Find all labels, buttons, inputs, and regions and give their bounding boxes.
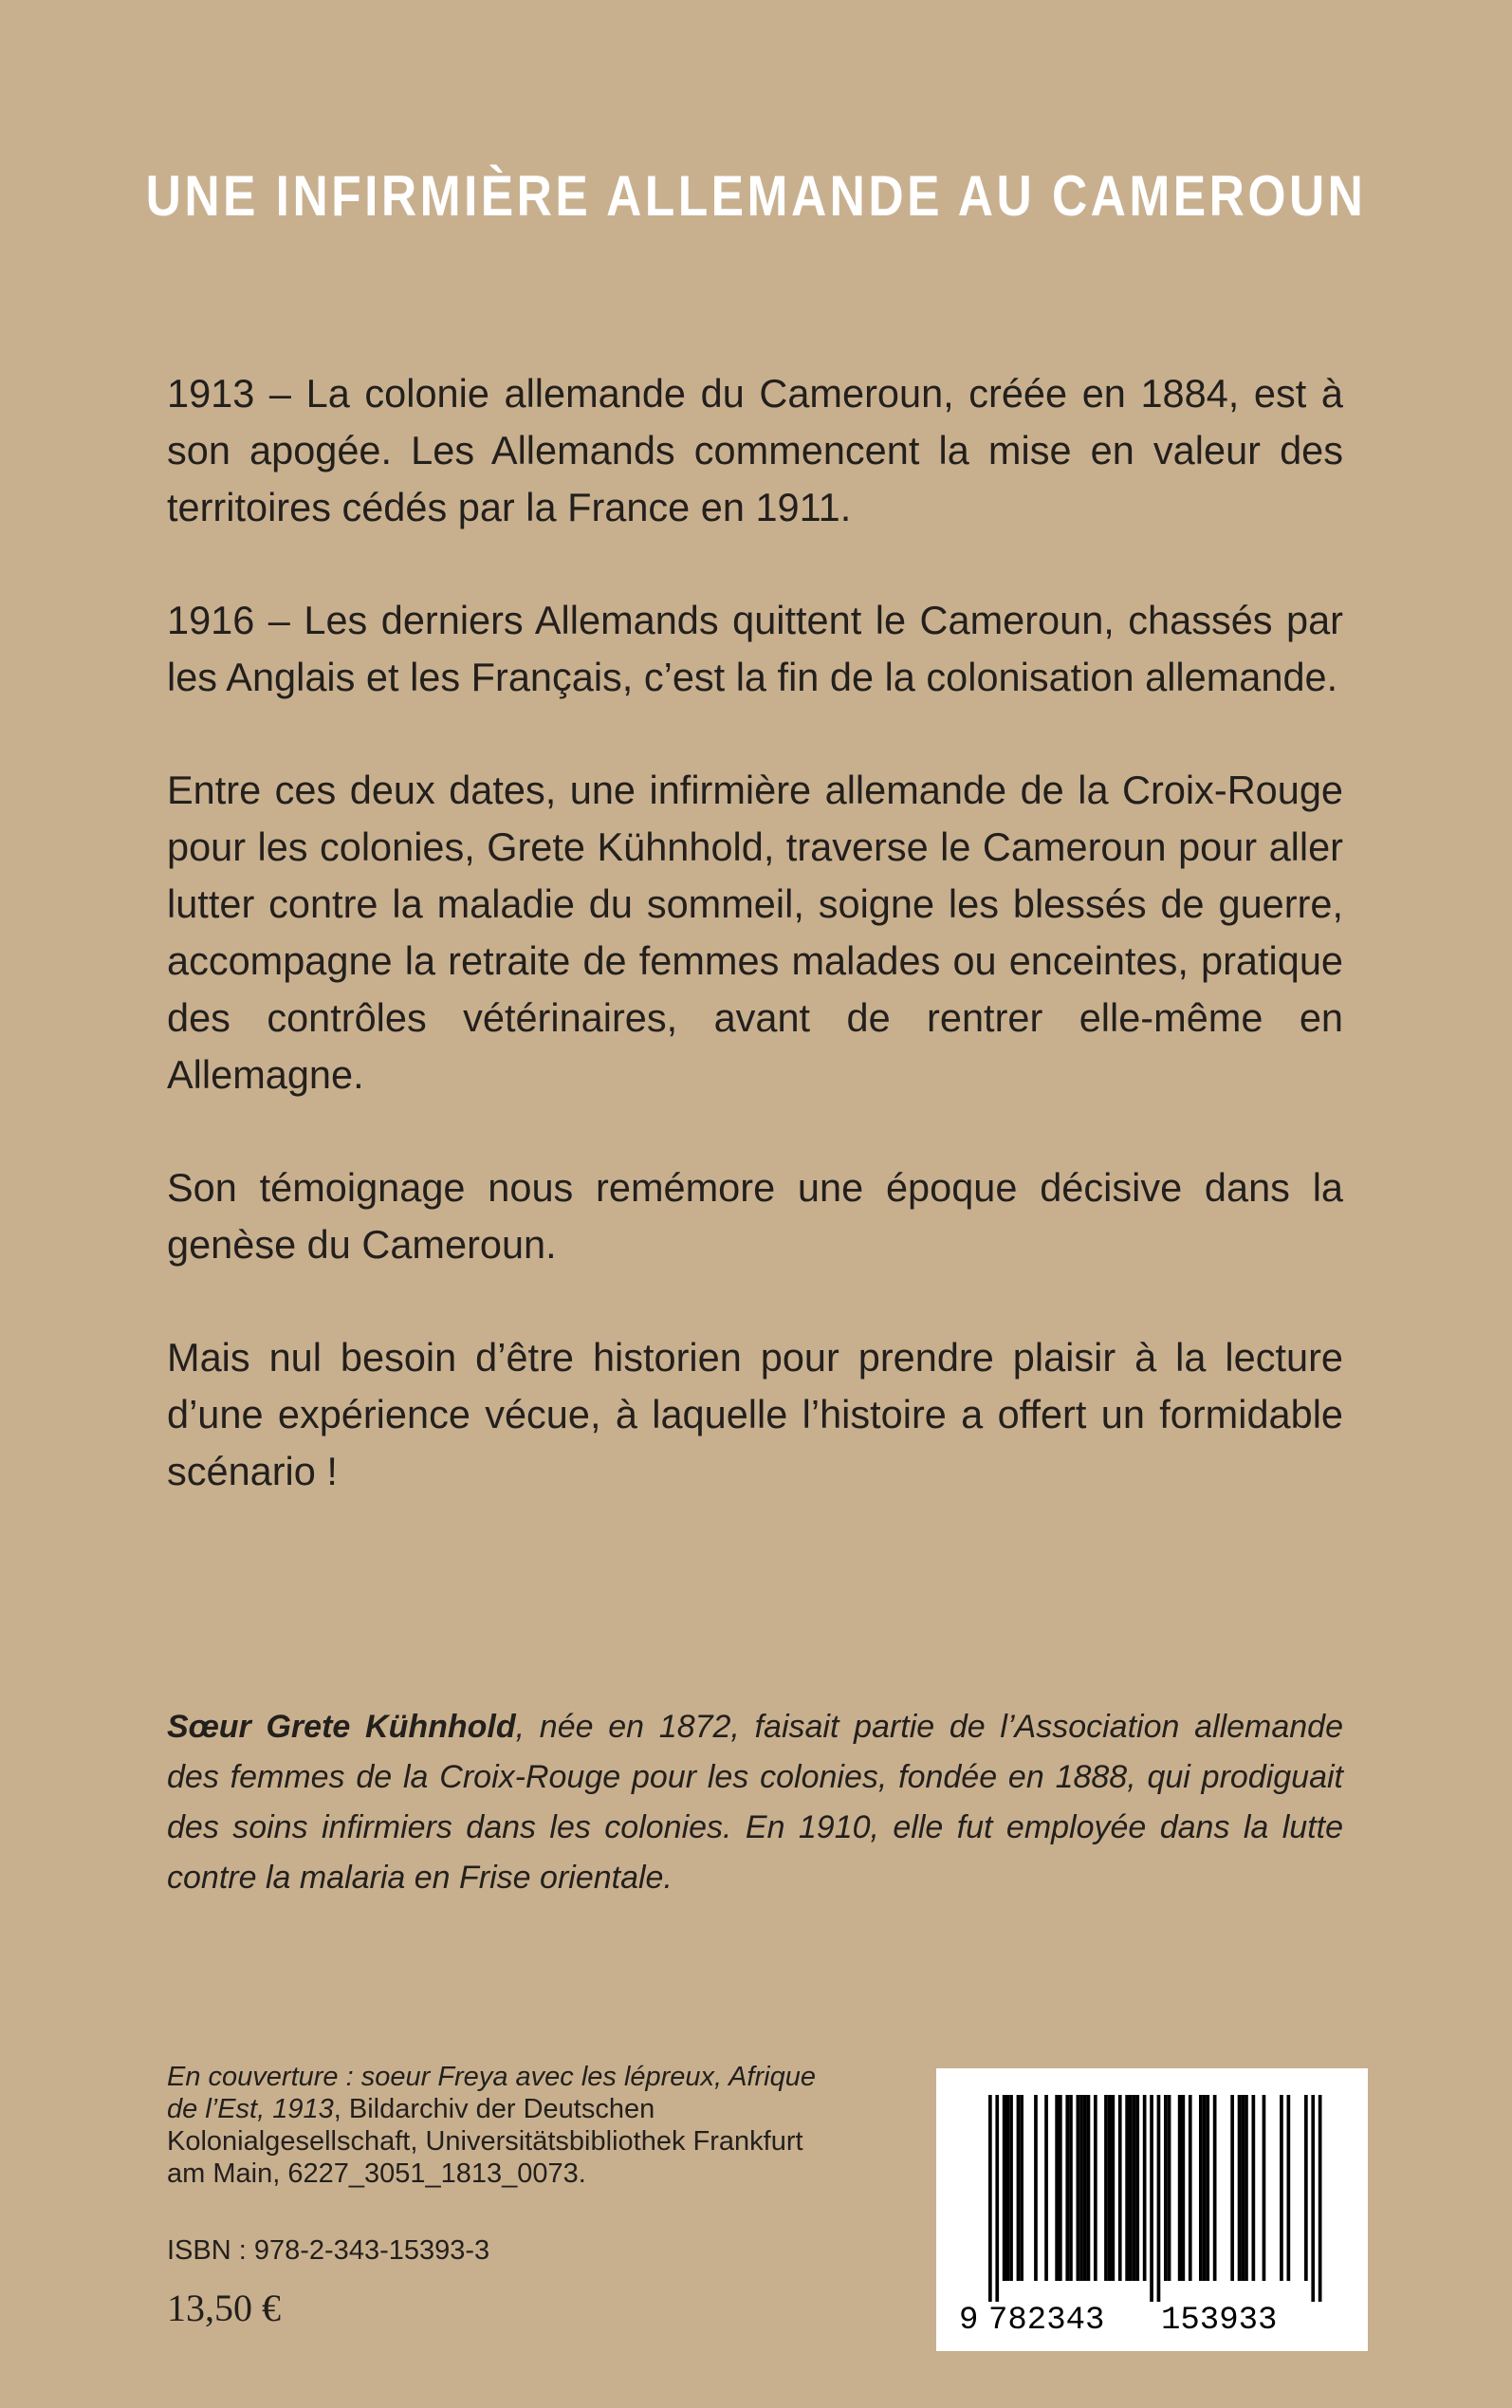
barcode-bar [1189, 2095, 1192, 2281]
barcode-bars [988, 2095, 1322, 2302]
barcode-bar [1055, 2095, 1059, 2281]
author-bio [167, 1702, 1343, 1903]
barcode-bar [1199, 2095, 1203, 2281]
price: 13,50 € [167, 2287, 281, 2329]
barcode-bar [1104, 2095, 1108, 2281]
barcode-bar [1003, 2095, 1006, 2281]
barcode-first-digit: 9 [959, 2303, 979, 2339]
cover-credits [167, 2061, 831, 2190]
barcode-bar [1245, 2095, 1248, 2281]
barcode-bar [1238, 2095, 1242, 2281]
barcode-bar [1112, 2095, 1116, 2281]
cover-credits-italic: En couverture : soeur Freya avec les lépreux, Afrique de l’Est, 1913 [167, 2062, 816, 2124]
barcode-bar [1077, 2095, 1080, 2281]
barcode-bar [1280, 2095, 1283, 2281]
barcode-bar [1241, 2095, 1245, 2281]
barcode-bar [1213, 2095, 1217, 2281]
barcode-bar [1087, 2095, 1091, 2281]
book-title: UNE INFIRMIÈRE ALLEMANDE AU CAMEROUN [145, 164, 1367, 228]
barcode-bar [1206, 2095, 1209, 2281]
barcode-bar [1150, 2095, 1153, 2302]
barcode-bar [1135, 2095, 1139, 2281]
barcode-group-left: 782343 [988, 2303, 1105, 2339]
isbn: ISBN : 978-2-343-15393-3 [167, 2235, 490, 2266]
barcode-bar [1125, 2095, 1129, 2281]
barcode-bar [1017, 2095, 1021, 2281]
cover-credits-source: , Bildarchiv der Deutschen Kolonialgesellschaft, Universitätsbibliothek Frankfurt am Main, 6227_3051_1813_0073. [167, 2094, 803, 2189]
paragraph-testimony: Son témoignage nous remémore une époque décisive dans la genèse du Cameroun. [167, 1165, 1343, 1267]
author-bio-text: , née en 1872, faisait partie de l’Association allemande des femmes de la Croix-Rouge pour les colonies, fondée en 1888, qui prodiguait des soins infirmiers dans les colonies. En 1910, elle fut employée dans la lutte contre la malaria en Frise orientale. [167, 1709, 1343, 1896]
paragraph-1913: 1913 – La colonie allemande du Cameroun, créée en 1884, est à son apogée. Les Allemands commencent la mise en valeur des territoires cédés par la France en 1911. [167, 371, 1343, 529]
barcode-bar [1203, 2095, 1207, 2281]
barcode [936, 2068, 1368, 2351]
barcode-bar [1083, 2095, 1087, 2281]
author-name: Sœur Grete Kühnhold [167, 1709, 516, 1745]
barcode-bar [1157, 2095, 1161, 2302]
barcode-bar [995, 2095, 999, 2302]
paragraph-1916: 1916 – Les derniers Allemands quittent le Cameroun, chassés par les Anglais et les Français, c’est la fin de la colonisation allemande. [167, 598, 1343, 699]
barcode-bar [1044, 2095, 1048, 2281]
barcode-bar [1304, 2095, 1308, 2281]
barcode-bar [1069, 2095, 1073, 2281]
barcode-bar [1129, 2095, 1133, 2281]
barcode-bar [1263, 2095, 1266, 2281]
barcode-bar [1079, 2095, 1083, 2281]
barcode-bar [1164, 2095, 1168, 2281]
barcode-bar [1009, 2095, 1013, 2281]
barcode-bar [1133, 2095, 1136, 2281]
barcode-bar [1094, 2095, 1097, 2281]
barcode-bar [988, 2095, 992, 2302]
barcode-bar [1059, 2095, 1062, 2281]
paragraph-historian: Mais nul besoin d’être historien pour prendre plaisir à la lecture d’une expérience vécue, à laquelle l’histoire a offert un formidable scénario ! [167, 1335, 1343, 1493]
barcode-bar [1143, 2095, 1147, 2281]
barcode-bar [1178, 2095, 1182, 2281]
barcode-bar [1108, 2095, 1112, 2281]
barcode-bar [1311, 2095, 1315, 2302]
barcode-group-right: 153933 [1161, 2303, 1278, 2339]
barcode-bar [1020, 2095, 1023, 2281]
paragraph-between-dates: Entre ces deux dates, une infirmière allemande de la Croix-Rouge pour les colonies, Grete Kühnhold, traverse le Cameroun pour aller lutter contre la maladie du sommeil, soigne les blessés de guerre, accompagne la retraite de femmes malades ou enceintes, pratique des contrôles vétérinaires, avant de rentrer elle-même en Allemagne. [167, 768, 1343, 1097]
barcode-graphic [936, 2068, 1368, 2351]
barcode-bar [1006, 2095, 1010, 2281]
barcode-bar [1034, 2095, 1038, 2281]
barcode-bar [1118, 2095, 1122, 2281]
barcode-bar [1318, 2095, 1322, 2302]
barcode-bar [1287, 2095, 1291, 2281]
barcode-bar [1252, 2095, 1256, 2281]
barcode-bar [1230, 2095, 1234, 2281]
barcode-bar [1182, 2095, 1186, 2281]
blurb [167, 365, 1343, 1556]
barcode-bar [1065, 2095, 1069, 2281]
barcode-bar [1168, 2095, 1171, 2281]
